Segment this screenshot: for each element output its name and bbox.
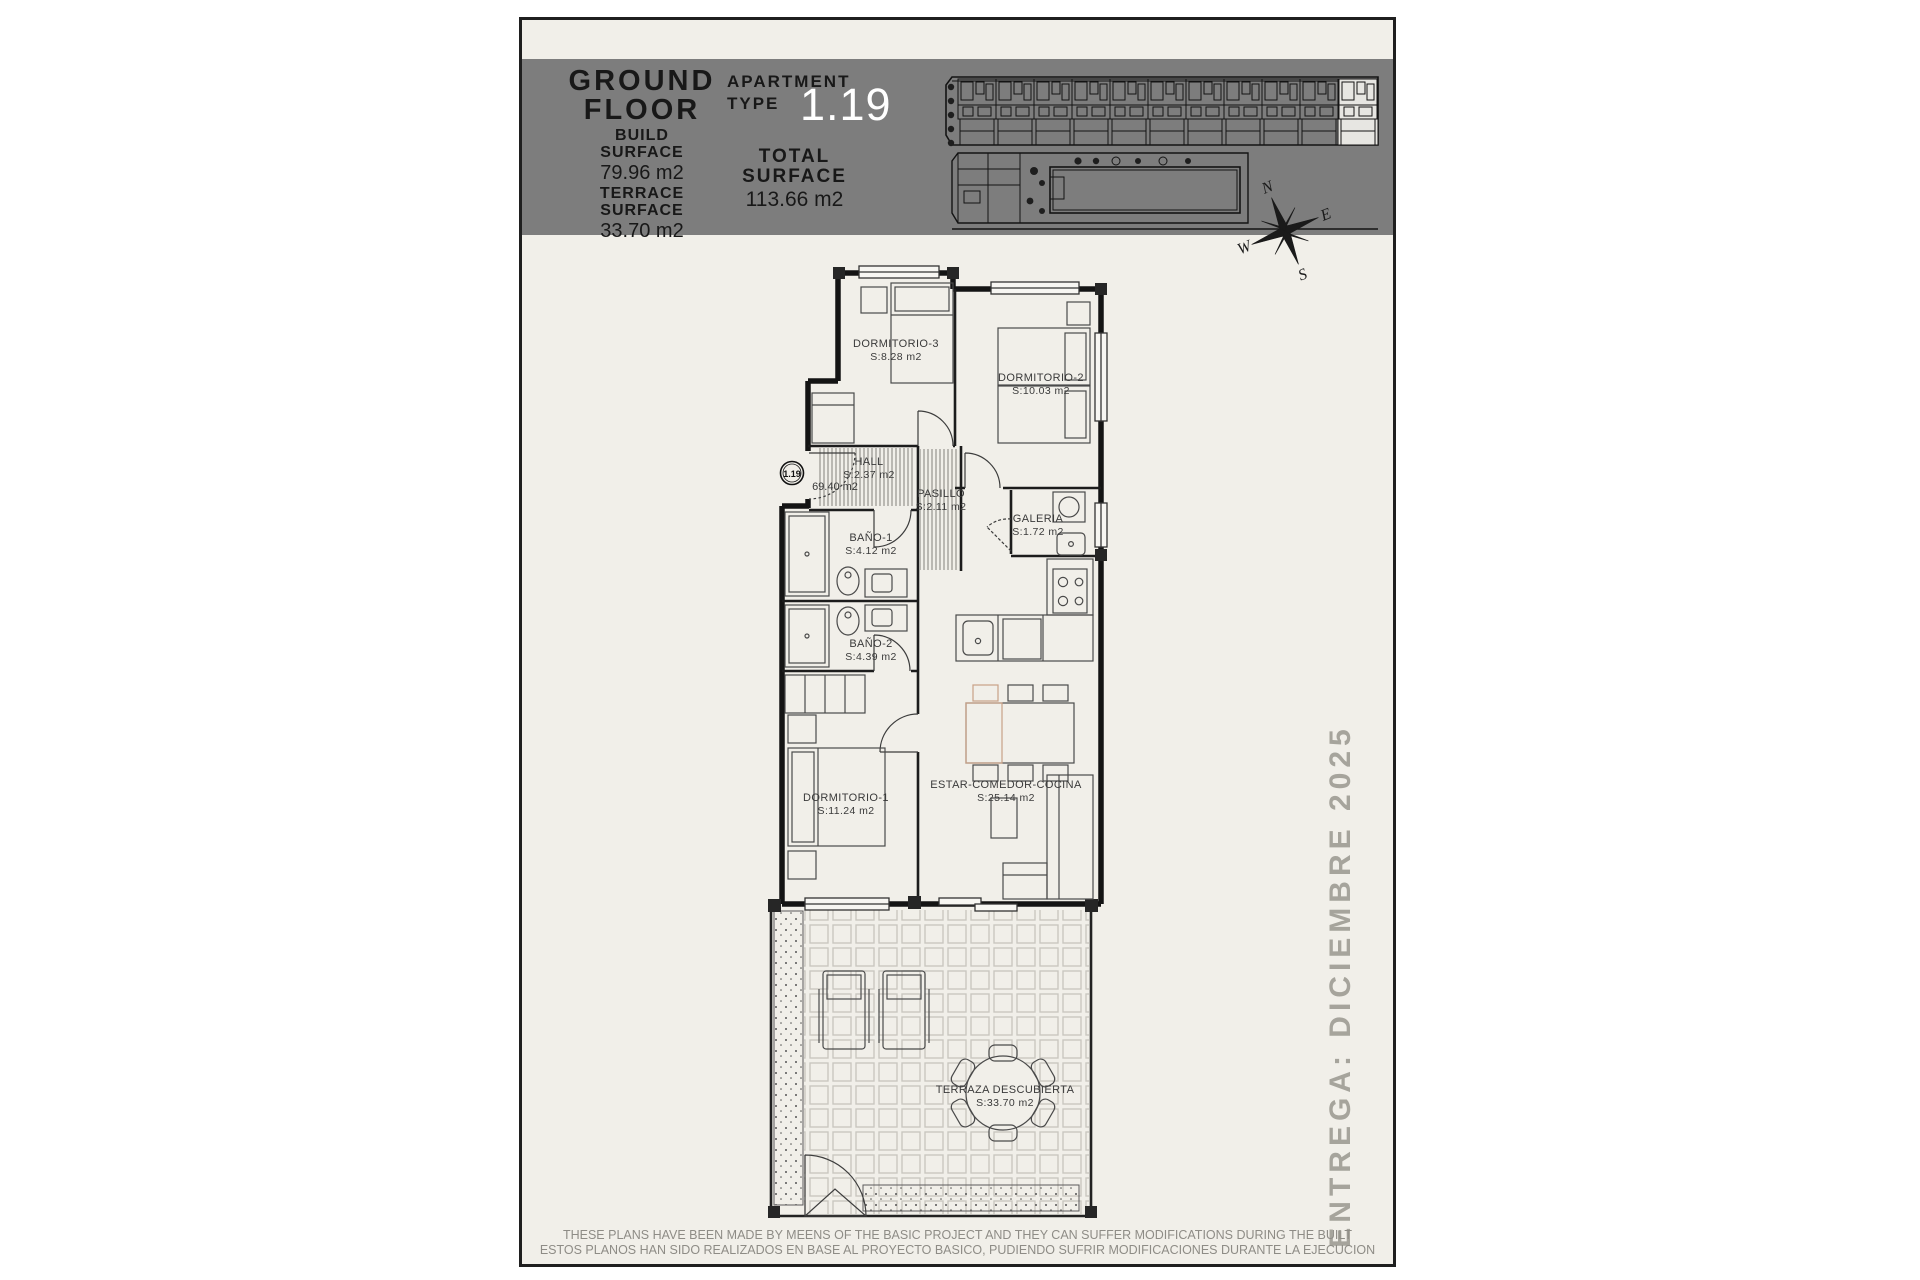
dining-set <box>966 685 1074 781</box>
floor-title-line2: FLOOR <box>583 94 701 126</box>
room-label-terraza-descubierta: TERRAZA DESCUBIERTA S:33.70 m2 <box>935 1084 1075 1109</box>
compass-east-label: E <box>1318 205 1334 225</box>
plan-sheet-page <box>519 17 1396 1267</box>
floor-title <box>562 67 722 125</box>
delivery-date-note: ENTREGA: DICIEMBRE 2025 <box>1324 724 1357 1248</box>
total-surface-value: 113.66 m2 <box>745 188 844 211</box>
room-label-dormitorio-3: DORMITORIO-3 S:8.28 m2 <box>853 338 939 363</box>
compass-west-label: W <box>1235 237 1254 259</box>
room-label-hall: HALL S:2.37 m2 <box>843 456 895 481</box>
total-surface-block <box>717 147 872 213</box>
kitchen-fixtures <box>956 559 1093 661</box>
room-label-galeria: GALERIA S:1.72 m2 <box>1012 513 1064 538</box>
terrace-side-planter <box>774 911 803 1205</box>
room-label-estar-comedor-cocina: ESTAR-COMEDOR-COCINA S:25.14 m2 <box>930 779 1082 804</box>
build-surface-value: 79.96 m2 <box>600 162 684 184</box>
compass-north-label: N <box>1259 178 1276 198</box>
surface-block <box>552 127 732 243</box>
room-label-bano-1: BAÑO-1 S:4.12 m2 <box>845 532 897 557</box>
terrace-bottom-planter <box>863 1185 1079 1211</box>
unit-badge-number: 1.19 <box>783 469 801 479</box>
compass-rose <box>1230 169 1340 289</box>
room-label-pasillo: PASILLO S:2.11 m2 <box>915 488 967 513</box>
apartment-number: 1.19 <box>800 79 892 130</box>
apartment-type-label: APARTMENT TYPE <box>727 72 851 113</box>
room-label-bano-2: BAÑO-2 S:4.39 m2 <box>845 638 897 663</box>
room-label-dormitorio-2: DORMITORIO-2 S:10.03 m2 <box>998 372 1084 397</box>
footer-disclaimer <box>522 1228 1393 1258</box>
unit-number-badge <box>781 462 804 485</box>
footer-disclaimer-line1: THESE PLANS HAVE BEEN MADE BY MEENS OF THE BASIC PROJECT AND THEY CAN SUFFER MODIFICATIONS DURING THE BUILT <box>562 1228 1353 1242</box>
header-bar <box>522 59 1393 285</box>
build-surface-label: BUILD SURFACE <box>600 127 684 161</box>
terrace-surface-label: TERRACE SURFACE <box>599 185 685 219</box>
dorm1-furniture <box>785 675 885 879</box>
total-surface-label-line2: SURFACE <box>742 166 847 187</box>
room-label-dormitorio-1: DORMITORIO-1 S:11.24 m2 <box>803 792 889 817</box>
total-surface-label-line1: TOTAL <box>758 146 831 167</box>
terrace-surface-value: 33.70 m2 <box>600 220 684 242</box>
useful-surface-label: 69.40 m2 <box>812 481 858 493</box>
footer-disclaimer-line2: ESTOS PLANOS HAN SIDO REALIZADOS EN BASE AL PROYECTO BASICO, PUDIENDO SUFRIR MODIFICACIONES DURANTE LA EJECUCION <box>539 1243 1376 1257</box>
compass-south-label: S <box>1295 265 1310 285</box>
floor-title-line1: GROUND <box>568 65 716 97</box>
